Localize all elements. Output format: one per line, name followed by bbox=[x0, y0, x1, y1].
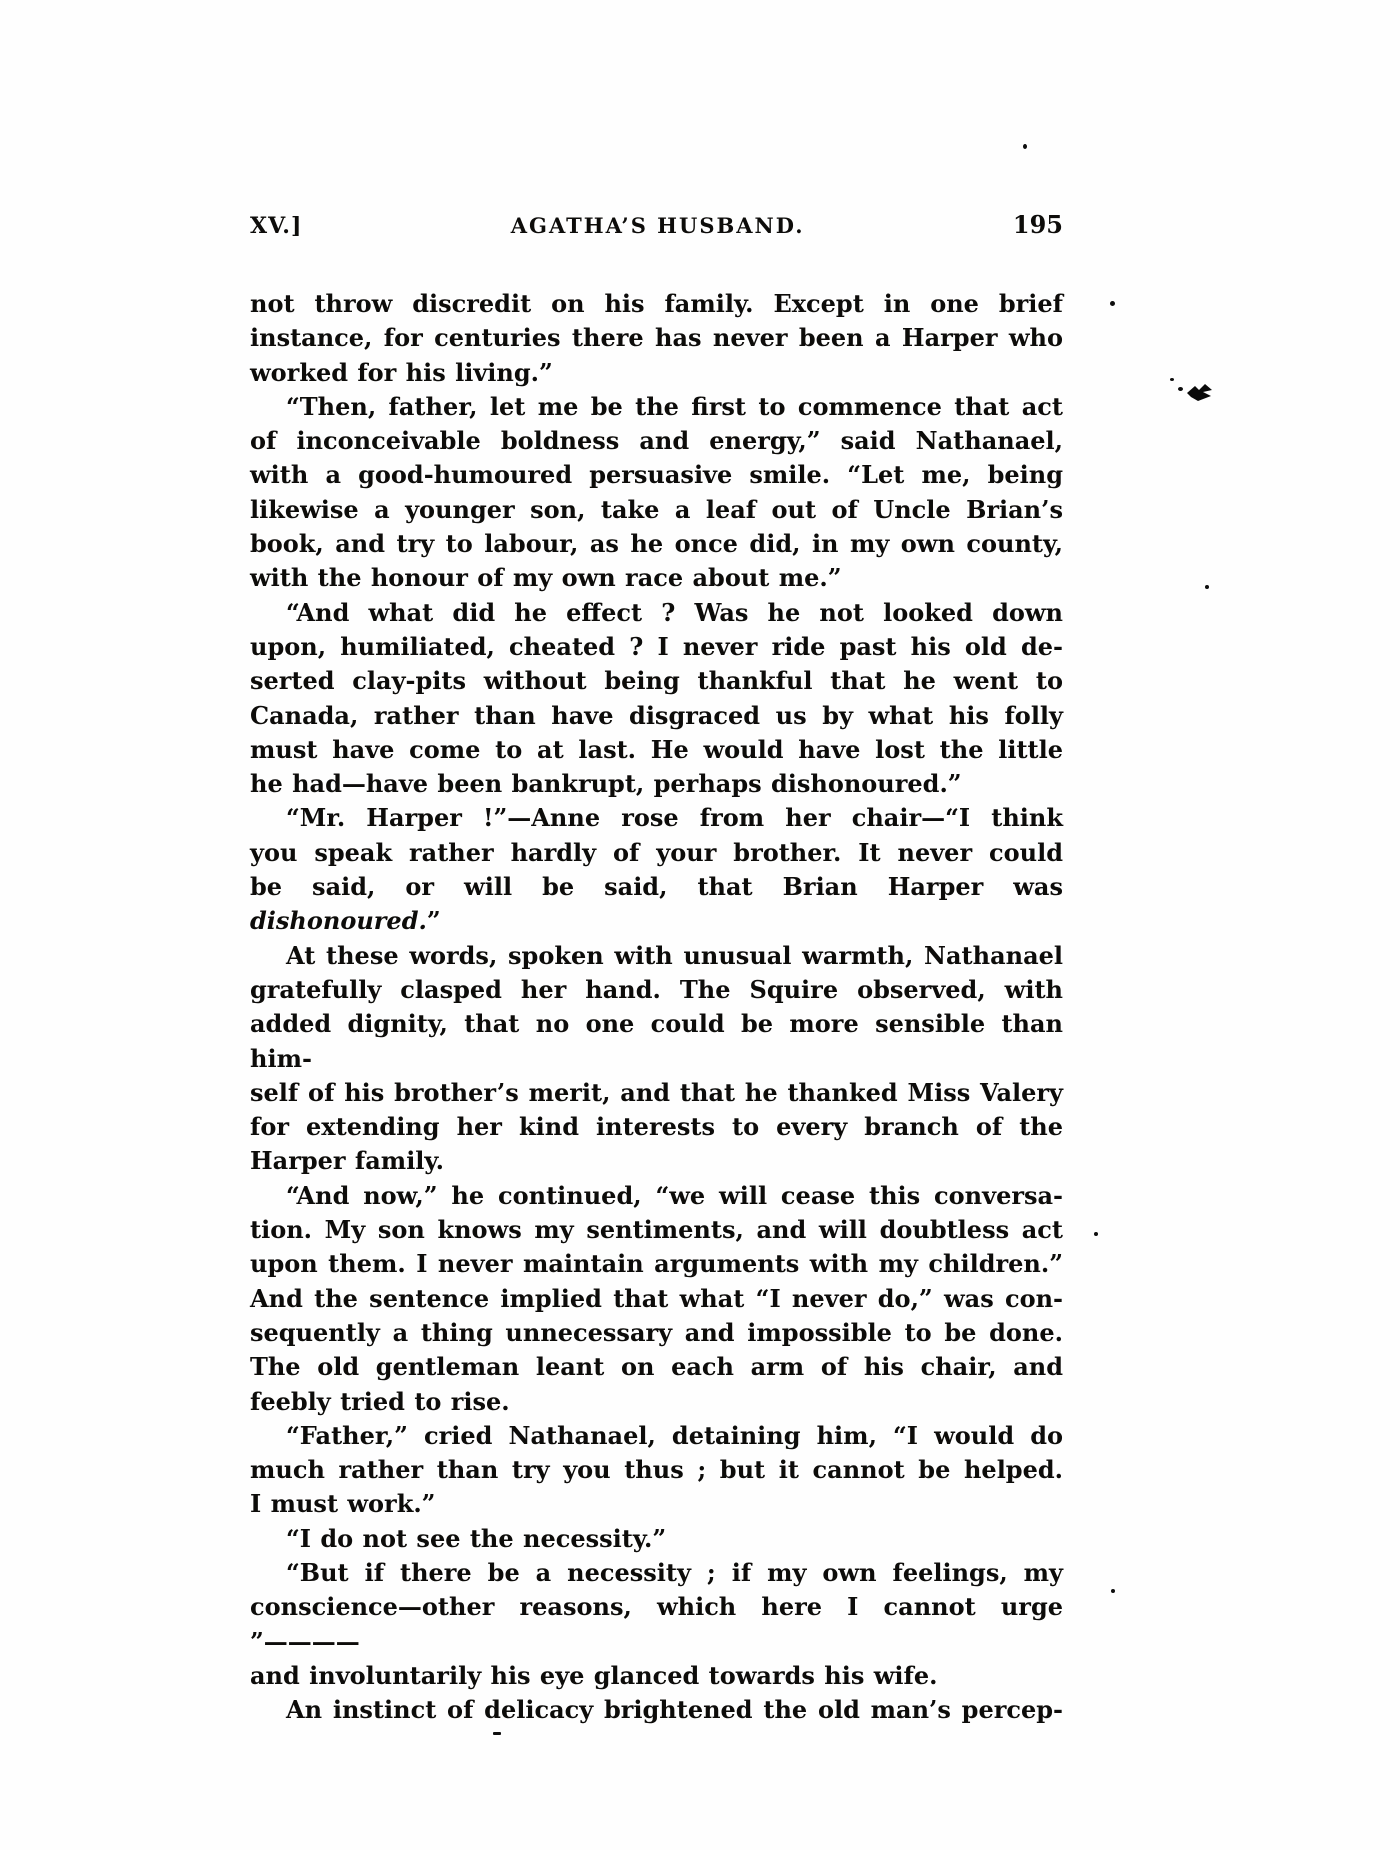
text-segment: “Then, father, let me be the first to commence that act bbox=[286, 391, 1063, 421]
text-segment: upon, humiliated, cheated ? I never ride past his old de- bbox=[250, 631, 1063, 661]
text-line bbox=[250, 1213, 1063, 1247]
text-segment: book, and try to labour, as he once did, in my own county, bbox=[250, 529, 1063, 559]
text-line bbox=[250, 561, 1063, 595]
text-line bbox=[250, 836, 1063, 870]
text-segment: conscience—other reasons, which here I cannot urge ”———— bbox=[250, 1592, 1063, 1656]
text-segment: upon them. I never maintain arguments with my children.” bbox=[250, 1249, 1063, 1279]
text-segment: likewise a younger son, take a leaf out of Uncle Brian’s bbox=[250, 494, 1063, 524]
text-line bbox=[250, 424, 1063, 458]
text-line bbox=[250, 321, 1063, 355]
text-line bbox=[250, 1179, 1063, 1213]
text-segment: feebly tried to rise. bbox=[250, 1386, 510, 1416]
text-segment: Canada, rather than have disgraced us by what his folly bbox=[250, 700, 1063, 730]
text-line bbox=[250, 596, 1063, 630]
text-segment: and involuntarily his eye glanced towards his wife. bbox=[250, 1660, 938, 1690]
text-line bbox=[250, 287, 1063, 321]
text-segment: “Mr. Harper !”—Anne rose from her chair—“I think bbox=[286, 803, 1063, 833]
text-segment: with a good-humoured persuasive smile. “Let me, being bbox=[250, 460, 1063, 490]
text-segment: you speak rather hardly of your brother. It never could bbox=[250, 837, 1063, 867]
text-segment: “And now,” he continued, “we will cease this conversa- bbox=[286, 1180, 1063, 1210]
text-line bbox=[250, 1522, 1063, 1556]
text-line bbox=[250, 1316, 1063, 1350]
text-line bbox=[250, 1110, 1063, 1144]
text-line bbox=[250, 664, 1063, 698]
text-line bbox=[250, 1007, 1063, 1076]
text-line bbox=[250, 1487, 1063, 1521]
text-segment: be said, or will be said, that Brian Harper was bbox=[250, 872, 1063, 902]
text-line bbox=[250, 390, 1063, 424]
text-segment: for extending her kind interests to every branch of the bbox=[250, 1112, 1063, 1142]
ink-speck bbox=[1023, 144, 1027, 149]
ink-speck bbox=[1205, 585, 1209, 589]
text-line bbox=[250, 527, 1063, 561]
text-segment: The old gentleman leant on each arm of his chair, and bbox=[250, 1352, 1063, 1382]
ink-smudge bbox=[1186, 383, 1213, 402]
page-number: 195 bbox=[1012, 210, 1063, 239]
text-segment: added dignity, that no one could be more sensible than him- bbox=[250, 1009, 1063, 1073]
text-line bbox=[250, 1453, 1063, 1487]
text-segment: tion. My son knows my sentiments, and will doubtless act bbox=[250, 1215, 1063, 1245]
italic-text: dishonoured. bbox=[250, 906, 427, 936]
text-line bbox=[250, 458, 1063, 492]
text-segment: “Father,” cried Nathanael, detaining him, “I would do bbox=[286, 1420, 1063, 1450]
text-line bbox=[250, 356, 1063, 390]
text-segment: self of his brother’s merit, and that he thanked Miss Valery bbox=[250, 1077, 1063, 1107]
text-line bbox=[250, 699, 1063, 733]
text-line bbox=[250, 1590, 1063, 1659]
text-line bbox=[250, 767, 1063, 801]
text-segment: sequently a thing unnecessary and impossible to be done. bbox=[250, 1317, 1063, 1347]
text-segment: worked for his living.” bbox=[250, 357, 553, 387]
text-line bbox=[250, 939, 1063, 973]
text-segment: of inconceivable boldness and energy,” said Nathanael, bbox=[250, 426, 1063, 456]
text-segment: not throw discredit on his family. Except in one brief bbox=[250, 289, 1063, 318]
text-line bbox=[250, 1144, 1063, 1178]
text-line bbox=[250, 1659, 1063, 1693]
text-line bbox=[250, 733, 1063, 767]
text-segment: And the sentence implied that what “I never do,” was con- bbox=[250, 1283, 1063, 1313]
text-segment: An instinct of delicacy brightened the old man’s percep- bbox=[286, 1695, 1063, 1725]
body-text bbox=[250, 287, 1063, 1727]
text-segment: serted clay-pits without being thankful that he went to bbox=[250, 666, 1063, 696]
text-line bbox=[250, 630, 1063, 664]
ink-speck bbox=[1110, 301, 1115, 306]
text-line bbox=[250, 1385, 1063, 1419]
text-segment: “But if there be a necessity ; if my own feelings, my bbox=[286, 1557, 1063, 1587]
text-segment: gratefully clasped her hand. The Squire observed, with bbox=[250, 974, 1063, 1004]
text-line bbox=[250, 801, 1063, 835]
text-segment: At these words, spoken with unusual warmth, Nathanael bbox=[286, 940, 1063, 970]
text-line bbox=[250, 870, 1063, 939]
text-segment: “I do not see the necessity.” bbox=[286, 1523, 667, 1553]
text-line bbox=[250, 1247, 1063, 1281]
text-segment: Harper family. bbox=[250, 1146, 444, 1176]
text-segment: he had—have been bankrupt, perhaps dishonoured.” bbox=[250, 769, 962, 799]
text-segment: must have come to at last. He would have lost the little bbox=[250, 734, 1063, 764]
ink-speck bbox=[1178, 387, 1183, 391]
text-segment: I must work.” bbox=[250, 1489, 436, 1519]
text-line bbox=[250, 1556, 1063, 1590]
chapter-marker: XV.] bbox=[250, 213, 303, 239]
ink-speck bbox=[493, 1732, 501, 1735]
text-line bbox=[250, 1693, 1063, 1727]
text-line bbox=[250, 1350, 1063, 1384]
text-segment: instance, for centuries there has never been a Harper who bbox=[250, 323, 1063, 353]
text-line bbox=[250, 1282, 1063, 1316]
text-line bbox=[250, 973, 1063, 1007]
text-segment: ” bbox=[426, 906, 441, 936]
page-header bbox=[250, 210, 1063, 239]
text-segment: “And what did he effect ? Was he not looked down bbox=[286, 597, 1063, 627]
ink-speck bbox=[1094, 1232, 1098, 1236]
text-line bbox=[250, 1419, 1063, 1453]
ink-speck bbox=[1111, 1589, 1115, 1593]
text-segment: much rather than try you thus ; but it cannot be helped. bbox=[250, 1455, 1063, 1485]
text-line bbox=[250, 1076, 1063, 1110]
text-segment: with the honour of my own race about me.” bbox=[250, 563, 842, 593]
running-title: AGATHA’S HUSBAND. bbox=[510, 213, 805, 238]
ink-speck bbox=[1170, 378, 1174, 381]
text-line bbox=[250, 493, 1063, 527]
